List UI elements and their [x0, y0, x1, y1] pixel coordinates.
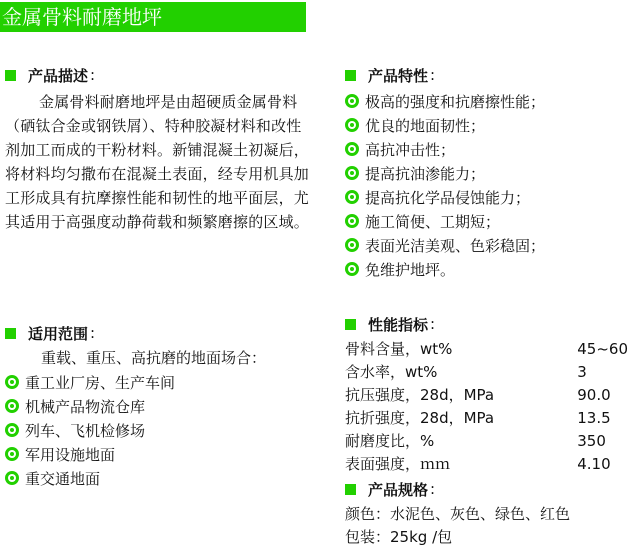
circle-bullet-icon — [5, 423, 19, 437]
list-item: 提高抗化学品侵蚀能力； — [345, 185, 545, 209]
scope-heading-colon: : — [90, 324, 96, 342]
features-heading-text: 产品特性 — [368, 66, 429, 85]
specs-packaging: 包装：25kg /包 — [345, 528, 453, 546]
scope-intro: 重载、重压、高抗磨的地面场合： — [41, 349, 267, 367]
features-section — [345, 64, 545, 281]
table-row: 抗折强度，28d，MPa 13.5 — [345, 408, 611, 427]
performance-heading — [345, 313, 628, 335]
table-row: 骨料含量，wt% 45~60 — [345, 339, 628, 358]
circle-bullet-icon — [345, 94, 359, 108]
performance-heading-colon: : — [430, 315, 436, 333]
circle-bullet-icon — [345, 190, 359, 204]
scope-heading — [5, 322, 266, 344]
list-item: 施工简便、工期短； — [345, 209, 545, 233]
circle-bullet-icon — [5, 447, 19, 461]
list-item: 机械产品物流仓库 — [5, 394, 266, 418]
performance-section — [345, 313, 628, 475]
table-row: 含水率，wt% 3 — [345, 362, 587, 381]
circle-bullet-icon — [5, 399, 19, 413]
green-square-icon — [345, 319, 356, 330]
circle-bullet-icon — [345, 142, 359, 156]
circle-bullet-icon — [345, 262, 359, 276]
table-row: 表面强度，ｍｍ 4.10 — [345, 454, 611, 473]
description-heading-colon: : — [90, 66, 96, 84]
scope-heading-text: 适用范围 — [28, 324, 89, 343]
specs-heading-colon: : — [430, 480, 436, 498]
description-section — [5, 64, 311, 234]
scope-list — [5, 370, 266, 490]
green-square-icon — [5, 328, 16, 339]
specs-heading-text: 产品规格 — [368, 480, 429, 499]
circle-bullet-icon — [5, 471, 19, 485]
features-heading — [345, 64, 545, 86]
page-title: 金属骨料耐磨地坪 — [0, 2, 306, 32]
specs-heading — [345, 478, 570, 500]
list-item: 提高抗油渗能力； — [345, 161, 545, 185]
circle-bullet-icon — [345, 238, 359, 252]
green-square-icon — [345, 484, 356, 495]
list-item: 军用设施地面 — [5, 442, 266, 466]
scope-section — [5, 322, 266, 490]
list-item: 免维护地坪。 — [345, 257, 545, 281]
circle-bullet-icon — [5, 375, 19, 389]
table-row: 抗压强度，28d，MPa 90.0 — [345, 385, 611, 404]
performance-table — [345, 337, 628, 475]
description-heading — [5, 64, 311, 86]
list-item: 优良的地面韧性； — [345, 113, 545, 137]
features-heading-colon: : — [430, 66, 436, 84]
list-item: 列车、飞机检修场 — [5, 418, 266, 442]
circle-bullet-icon — [345, 166, 359, 180]
list-item: 高抗冲击性； — [345, 137, 545, 161]
list-item: 重工业厂房、生产车间 — [5, 370, 266, 394]
green-square-icon — [345, 70, 356, 81]
list-item: 极高的强度和抗磨擦性能； — [345, 89, 545, 113]
description-text: 金属骨料耐磨地坪是由超硬质金属骨料（硒钛合金或钢铁屑）、特种胶凝材料和改性剂加工而成的干粉材料。新铺混凝土初凝后，将材料均匀撒布在混凝土表面，经专用机具加工形成具有抗摩擦性能和韧性的地平面层，尤其适用于高强度动静荷载和频繁磨擦的区域。 — [5, 93, 310, 231]
specs-colors: 颜色：水泥色、灰色、绿色、红色 — [345, 505, 571, 523]
description-heading-text: 产品描述 — [28, 66, 89, 85]
list-item: 重交通地面 — [5, 466, 266, 490]
performance-heading-text: 性能指标 — [368, 315, 429, 334]
table-row: 耐磨度比，% 350 — [345, 431, 606, 450]
circle-bullet-icon — [345, 214, 359, 228]
features-list — [345, 89, 545, 281]
green-square-icon — [5, 70, 16, 81]
circle-bullet-icon — [345, 118, 359, 132]
list-item: 表面光洁美观、色彩稳固； — [345, 233, 545, 257]
specs-section — [345, 478, 570, 549]
